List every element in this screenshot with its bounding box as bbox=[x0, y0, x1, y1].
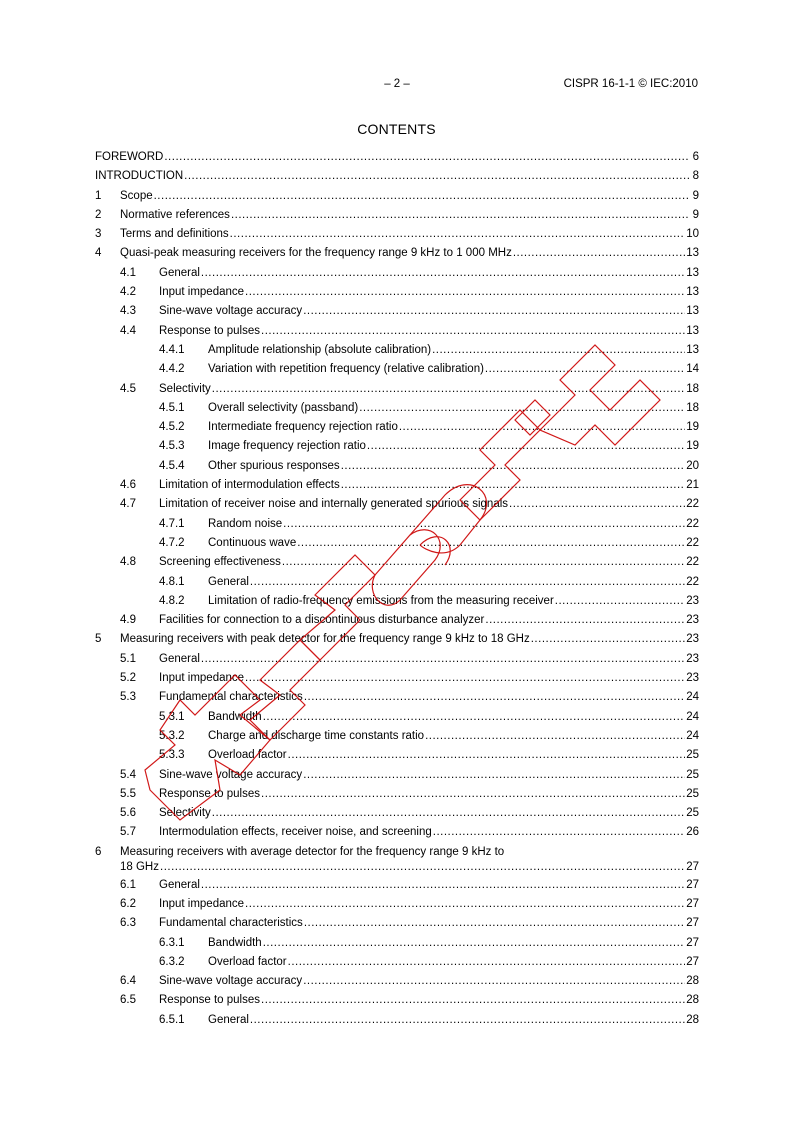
toc-dot-leader bbox=[303, 974, 685, 988]
toc-entry[interactable] bbox=[95, 632, 699, 651]
toc-entry-number: 6.5.1 bbox=[159, 1013, 185, 1026]
toc-dot-leader bbox=[304, 916, 685, 930]
toc-dot-leader bbox=[263, 936, 685, 950]
toc-entry-title: Response to pulses bbox=[159, 994, 261, 1007]
toc-entry[interactable] bbox=[95, 266, 699, 285]
toc-entry-title: Charge and discharge time constants ratio bbox=[208, 729, 425, 742]
toc-entry-page: 22 bbox=[686, 517, 699, 530]
toc-entry-title: General bbox=[159, 266, 200, 279]
toc-entry-page: 13 bbox=[686, 343, 699, 356]
toc-dot-leader bbox=[513, 246, 685, 260]
toc-entry[interactable] bbox=[95, 478, 699, 497]
toc-entry-title: Terms and definitions bbox=[120, 228, 229, 241]
toc-entry-title: Normative references bbox=[120, 208, 230, 221]
toc-entry-page: 28 bbox=[686, 1013, 699, 1026]
toc-dot-leader bbox=[261, 993, 685, 1007]
toc-entry-title: Image frequency rejection ratio bbox=[208, 440, 366, 453]
toc-entry[interactable] bbox=[95, 362, 699, 381]
page-header bbox=[0, 78, 793, 94]
toc-entry-number: 5.3 bbox=[120, 691, 136, 704]
toc-entry-number: 4.6 bbox=[120, 479, 136, 492]
toc-dot-leader bbox=[288, 748, 686, 762]
toc-entry-page: 20 bbox=[686, 459, 699, 472]
toc-entry-title: Quasi-peak measuring receivers for the frequency range 9 kHz to 1 000 MHz bbox=[120, 247, 512, 260]
toc-entry-page: 27 bbox=[686, 878, 699, 891]
toc-entry-number: 6 bbox=[95, 845, 102, 858]
toc-entry-title: Sine-wave voltage accuracy bbox=[159, 305, 303, 318]
toc-entry-page: 6 bbox=[692, 151, 699, 163]
toc-entry-number: 5.2 bbox=[120, 672, 136, 685]
toc-entry[interactable] bbox=[95, 169, 699, 188]
toc-entry[interactable] bbox=[95, 955, 699, 974]
toc-entry-title-continued: 18 GHz bbox=[120, 860, 159, 873]
toc-dot-leader bbox=[282, 555, 685, 569]
document-identifier: CISPR 16-1-1 © IEC:2010 bbox=[563, 78, 698, 90]
toc-entry[interactable] bbox=[95, 575, 699, 594]
toc-entry-number: 4 bbox=[95, 247, 102, 260]
toc-entry[interactable] bbox=[95, 878, 699, 897]
toc-entry[interactable] bbox=[95, 671, 699, 690]
toc-entry-number: 5.7 bbox=[120, 826, 136, 839]
toc-entry[interactable] bbox=[95, 787, 699, 806]
toc-entry[interactable] bbox=[95, 189, 699, 208]
toc-entry[interactable] bbox=[95, 1013, 699, 1032]
toc-entry-number: 4.2 bbox=[120, 286, 136, 299]
toc-entry[interactable] bbox=[95, 936, 699, 955]
toc-entry-page: 9 bbox=[692, 189, 699, 202]
toc-dot-leader bbox=[297, 536, 685, 550]
toc-dot-leader bbox=[359, 401, 685, 415]
toc-entry-title: Response to pulses bbox=[159, 787, 261, 800]
toc-entry-number: 6.4 bbox=[120, 975, 136, 988]
toc-entry[interactable] bbox=[95, 690, 699, 709]
toc-entry-page: 24 bbox=[686, 691, 699, 704]
toc-entry-page: 22 bbox=[686, 498, 699, 511]
toc-entry-title: Bandwidth bbox=[208, 710, 262, 723]
toc-entry-title: Input impedance bbox=[159, 897, 245, 910]
toc-dot-leader bbox=[288, 955, 686, 969]
toc-entry[interactable] bbox=[95, 536, 699, 555]
toc-entry-page: 13 bbox=[686, 324, 699, 337]
toc-entry-number: 6.5 bbox=[120, 994, 136, 1007]
toc-dot-leader bbox=[341, 478, 686, 492]
toc-entry-title: General bbox=[208, 575, 249, 588]
toc-dot-leader bbox=[425, 729, 685, 743]
contents-heading: CONTENTS bbox=[357, 121, 436, 137]
toc-entry[interactable] bbox=[95, 897, 699, 916]
toc-entry-number: 4.5.3 bbox=[159, 440, 185, 453]
toc-entry-number: 5.6 bbox=[120, 807, 136, 820]
toc-entry-page: 25 bbox=[686, 768, 699, 781]
toc-entry[interactable] bbox=[95, 304, 699, 323]
toc-dot-leader bbox=[201, 652, 685, 666]
toc-dot-leader bbox=[283, 517, 685, 531]
toc-entry[interactable] bbox=[95, 555, 699, 574]
toc-entry-page: 8 bbox=[692, 170, 699, 183]
toc-entry-number: 4.8.2 bbox=[159, 594, 185, 607]
toc-dot-leader bbox=[303, 304, 685, 318]
toc-entry-title: Random noise bbox=[208, 517, 283, 530]
toc-dot-leader bbox=[212, 382, 685, 396]
toc-entry-number: 5.5 bbox=[120, 787, 136, 800]
toc-entry-title: Intermediate frequency rejection ratio bbox=[208, 421, 398, 434]
toc-entry-title: Limitation of radio-frequency emissions from the measuring receiver bbox=[208, 594, 554, 607]
toc-entry-title: Amplitude relationship (absolute calibration) bbox=[208, 343, 432, 356]
toc-dot-leader bbox=[250, 1013, 685, 1027]
toc-entry-number: 2 bbox=[95, 208, 102, 221]
toc-dot-leader bbox=[509, 497, 685, 511]
toc-dot-leader bbox=[184, 169, 690, 183]
toc-dot-leader bbox=[341, 459, 686, 473]
toc-entry-number: 5.3.2 bbox=[159, 729, 185, 742]
toc-dot-leader bbox=[555, 594, 685, 608]
toc-entry-page: 19 bbox=[686, 440, 699, 453]
toc-dot-leader bbox=[304, 690, 685, 704]
toc-entry-page: 23 bbox=[686, 652, 699, 665]
toc-entry-page: 25 bbox=[686, 807, 699, 820]
toc-entry-page: 10 bbox=[686, 228, 699, 241]
toc-entry[interactable] bbox=[95, 459, 699, 478]
toc-entry-number: 5.3.3 bbox=[159, 749, 185, 762]
toc-entry-page: 27 bbox=[686, 936, 699, 949]
toc-dot-leader bbox=[433, 825, 685, 839]
toc-entry-number: 5.4 bbox=[120, 768, 136, 781]
toc-dot-leader bbox=[154, 189, 690, 203]
toc-entry-title: Measuring receivers with average detector for the frequency range 9 kHz to bbox=[120, 845, 505, 858]
toc-entry[interactable] bbox=[95, 150, 699, 169]
toc-entry[interactable] bbox=[95, 974, 699, 993]
table-of-contents bbox=[95, 150, 699, 1032]
toc-dot-leader bbox=[261, 787, 685, 801]
toc-entry-page: 19 bbox=[686, 421, 699, 434]
toc-entry-number: 4.3 bbox=[120, 305, 136, 318]
toc-entry[interactable] bbox=[95, 613, 699, 632]
toc-entry-page: 18 bbox=[686, 401, 699, 414]
toc-entry-page: 27 bbox=[686, 955, 699, 968]
toc-entry[interactable] bbox=[95, 227, 699, 246]
toc-entry-page: 14 bbox=[686, 363, 699, 376]
toc-entry-title: Intermodulation effects, receiver noise, and screening bbox=[159, 826, 432, 839]
toc-entry[interactable] bbox=[95, 710, 699, 729]
toc-entry-title: Fundamental characteristics bbox=[159, 917, 303, 930]
toc-entry[interactable] bbox=[95, 652, 699, 671]
toc-entry-number: 4.4.1 bbox=[159, 343, 185, 356]
toc-entry-page: 27 bbox=[686, 917, 699, 930]
toc-entry-number: 4.4 bbox=[120, 324, 136, 337]
toc-entry-page: 23 bbox=[686, 614, 699, 627]
toc-entry[interactable] bbox=[95, 343, 699, 362]
toc-entry-number: 6.2 bbox=[120, 897, 136, 910]
toc-dot-leader bbox=[399, 420, 685, 434]
toc-entry[interactable] bbox=[95, 768, 699, 787]
toc-entry-title: Continuous wave bbox=[208, 536, 297, 549]
toc-entry-number: 1 bbox=[95, 189, 102, 202]
toc-entry-number: 4.8.1 bbox=[159, 575, 185, 588]
toc-entry-title: General bbox=[159, 878, 200, 891]
toc-dot-leader bbox=[485, 613, 685, 627]
toc-dot-leader bbox=[261, 324, 685, 338]
toc-entry-title: Overload factor bbox=[208, 749, 287, 762]
toc-dot-leader bbox=[201, 878, 685, 892]
toc-entry-title: Facilities for connection to a discontinuous disturbance analyzer bbox=[159, 614, 485, 627]
toc-dot-leader bbox=[245, 285, 685, 299]
toc-entry-number: 4.5.4 bbox=[159, 459, 185, 472]
toc-entry-number: 4.5 bbox=[120, 382, 136, 395]
toc-entry-title: Sine-wave voltage accuracy bbox=[159, 768, 303, 781]
toc-entry[interactable] bbox=[95, 825, 699, 844]
toc-entry[interactable] bbox=[95, 324, 699, 343]
toc-dot-leader bbox=[245, 671, 685, 685]
toc-entry[interactable] bbox=[95, 497, 699, 516]
toc-entry-page: 22 bbox=[686, 556, 699, 569]
toc-entry-page: 13 bbox=[686, 286, 699, 299]
toc-entry-page: 13 bbox=[686, 305, 699, 318]
toc-entry-title: Input impedance bbox=[159, 286, 245, 299]
toc-entry-page: 23 bbox=[686, 633, 699, 646]
page-number: – 2 – bbox=[384, 78, 410, 90]
toc-entry[interactable] bbox=[95, 993, 699, 1012]
toc-entry-number: 6.3 bbox=[120, 917, 136, 930]
toc-entry-number: 6.3.1 bbox=[159, 936, 185, 949]
toc-entry-page: 24 bbox=[686, 710, 699, 723]
toc-entry-page: 28 bbox=[686, 994, 699, 1007]
toc-entry-page: 25 bbox=[686, 787, 699, 800]
toc-dot-leader bbox=[263, 710, 685, 724]
toc-dot-leader bbox=[201, 266, 685, 280]
toc-dot-leader bbox=[531, 632, 685, 646]
toc-entry-number: 3 bbox=[95, 228, 102, 241]
toc-entry-number: 4.8 bbox=[120, 556, 136, 569]
toc-entry[interactable] bbox=[95, 517, 699, 536]
toc-entry-number: 4.4.2 bbox=[159, 363, 185, 376]
toc-dot-leader bbox=[485, 362, 685, 376]
toc-entry-title: General bbox=[208, 1013, 249, 1026]
toc-entry-title: Input impedance bbox=[159, 672, 245, 685]
toc-entry[interactable] bbox=[95, 806, 699, 825]
toc-entry-title: Selectivity bbox=[159, 807, 211, 820]
toc-entry-title: FOREWORD bbox=[95, 151, 164, 163]
toc-entry-title: Overload factor bbox=[208, 955, 287, 968]
toc-dot-leader bbox=[432, 343, 685, 357]
toc-entry-title: INTRODUCTION bbox=[95, 170, 184, 183]
toc-dot-leader bbox=[303, 768, 685, 782]
toc-dot-leader bbox=[230, 227, 686, 241]
toc-entry-title: Sine-wave voltage accuracy bbox=[159, 975, 303, 988]
toc-entry-number: 5 bbox=[95, 633, 102, 646]
toc-entry-page: 24 bbox=[686, 729, 699, 742]
toc-entry-title: Other spurious responses bbox=[208, 459, 340, 472]
toc-entry-page: 25 bbox=[686, 749, 699, 762]
toc-entry-page: 22 bbox=[686, 575, 699, 588]
toc-entry-number: 4.1 bbox=[120, 266, 136, 279]
toc-dot-leader bbox=[245, 897, 685, 911]
toc-entry-title: Selectivity bbox=[159, 382, 211, 395]
toc-entry-title: Fundamental characteristics bbox=[159, 691, 303, 704]
toc-entry-title: Response to pulses bbox=[159, 324, 261, 337]
toc-entry[interactable] bbox=[95, 916, 699, 935]
toc-dot-leader bbox=[367, 439, 685, 453]
toc-entry-title: Screening effectiveness bbox=[159, 556, 281, 569]
toc-entry-page: 26 bbox=[686, 826, 699, 839]
toc-entry-page: 27 bbox=[686, 860, 699, 873]
toc-entry[interactable] bbox=[95, 285, 699, 304]
toc-entry-title: General bbox=[159, 652, 200, 665]
toc-entry[interactable] bbox=[95, 729, 699, 748]
toc-entry-page: 13 bbox=[686, 266, 699, 279]
toc-entry[interactable] bbox=[95, 439, 699, 458]
toc-entry[interactable] bbox=[95, 845, 699, 878]
toc-entry-number: 5.3.1 bbox=[159, 710, 185, 723]
toc-entry-number: 4.5.2 bbox=[159, 421, 185, 434]
toc-entry[interactable] bbox=[95, 748, 699, 767]
toc-entry[interactable] bbox=[95, 594, 699, 613]
toc-entry-title: Measuring receivers with peak detector for the frequency range 9 kHz to 18 GHz bbox=[120, 633, 530, 646]
toc-dot-leader bbox=[212, 806, 685, 820]
toc-entry[interactable] bbox=[95, 382, 699, 401]
toc-entry-title: Scope bbox=[120, 189, 153, 202]
toc-entry-number: 5.1 bbox=[120, 652, 136, 665]
toc-entry-number: 4.9 bbox=[120, 614, 136, 627]
toc-dot-leader bbox=[250, 575, 685, 589]
toc-entry-title: Limitation of intermodulation effects bbox=[159, 479, 340, 492]
toc-entry-page: 9 bbox=[692, 208, 699, 221]
toc-entry-page: 23 bbox=[686, 594, 699, 607]
toc-entry-page: 23 bbox=[686, 672, 699, 685]
toc-entry[interactable] bbox=[95, 208, 699, 227]
toc-entry-title: Variation with repetition frequency (relative calibration) bbox=[208, 363, 484, 376]
toc-entry-title: Bandwidth bbox=[208, 936, 262, 949]
toc-entry-page: 28 bbox=[686, 975, 699, 988]
toc-entry[interactable] bbox=[95, 246, 699, 265]
toc-entry-page: 22 bbox=[686, 536, 699, 549]
toc-entry-page: 27 bbox=[686, 897, 699, 910]
toc-entry-number: 6.1 bbox=[120, 878, 136, 891]
toc-entry[interactable] bbox=[95, 420, 699, 439]
toc-entry-title: Limitation of receiver noise and internally generated spurious signals bbox=[159, 498, 509, 511]
toc-entry-number: 4.7.2 bbox=[159, 536, 185, 549]
toc-entry-page: 13 bbox=[686, 247, 699, 260]
toc-entry-page: 21 bbox=[686, 479, 699, 492]
toc-dot-leader bbox=[160, 860, 685, 874]
toc-dot-leader bbox=[164, 150, 690, 164]
toc-entry-number: 4.5.1 bbox=[159, 401, 185, 414]
toc-entry-page: 18 bbox=[686, 382, 699, 395]
toc-entry-number: 4.7 bbox=[120, 498, 136, 511]
toc-entry-number: 4.7.1 bbox=[159, 517, 185, 530]
toc-entry-number: 6.3.2 bbox=[159, 955, 185, 968]
toc-dot-leader bbox=[231, 208, 690, 222]
toc-entry[interactable] bbox=[95, 401, 699, 420]
toc-entry-title: Overall selectivity (passband) bbox=[208, 401, 359, 414]
